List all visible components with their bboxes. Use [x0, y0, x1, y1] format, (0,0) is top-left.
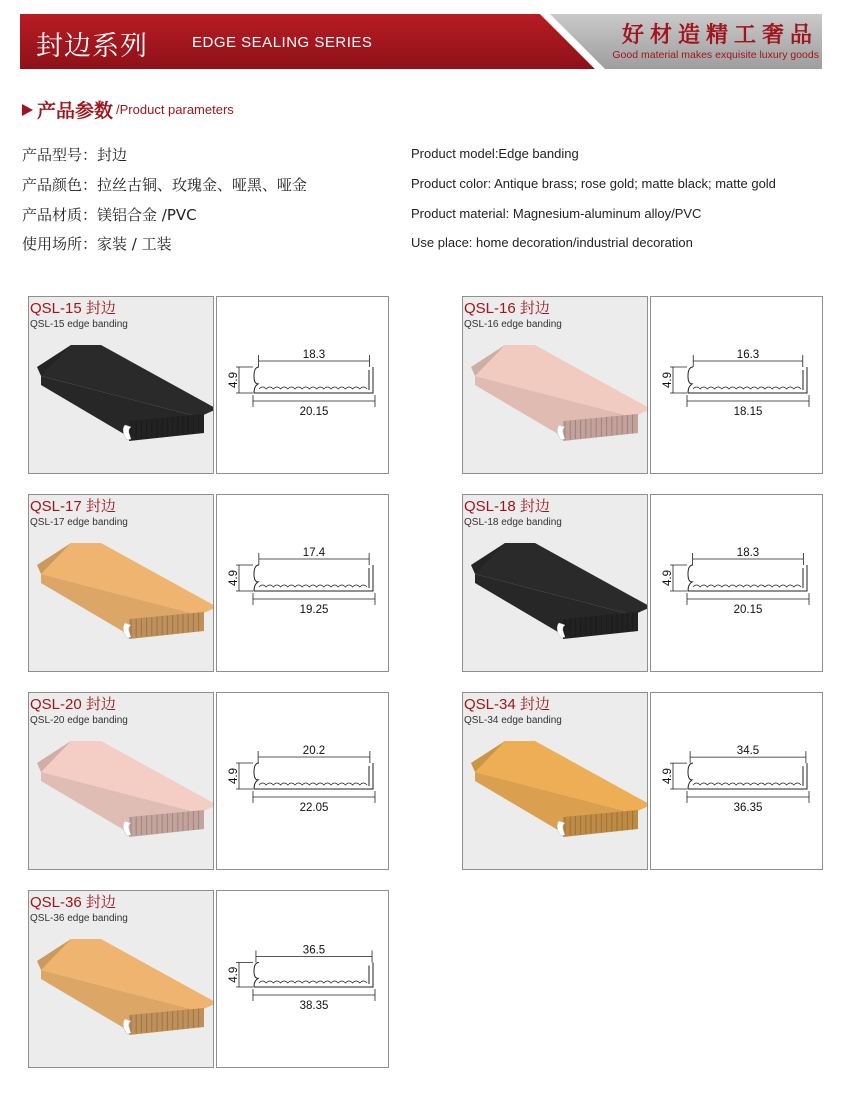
product-subtitle: QSL-20 edge banding [30, 715, 128, 726]
outer-width-label: 19.25 [299, 604, 329, 616]
slogan: 好材造精工奢品 [621, 23, 818, 48]
channel-grooves [259, 585, 367, 587]
product-code: QSL-16 封边 [464, 300, 550, 317]
channel-profile [254, 367, 373, 393]
channel-grooves [259, 783, 367, 785]
channel-grooves [259, 981, 367, 983]
product-code: QSL-18 封边 [464, 498, 550, 515]
inner-width-label: 34.5 [736, 745, 760, 758]
slogan-en: Good material makes exquisite luxury goods [612, 49, 819, 61]
height-label: 4.9 [662, 768, 674, 785]
height-label: 4.9 [662, 372, 674, 388]
param-model-en: Product model:Edge banding [411, 146, 579, 161]
profile-diagram [651, 693, 822, 869]
channel-profile [688, 763, 807, 789]
product-card [28, 296, 389, 474]
product-subtitle: QSL-18 edge banding [464, 517, 562, 528]
channel-profile [254, 763, 373, 789]
section-title-cn: 产品参数 [37, 100, 114, 122]
product-code: QSL-36 封边 [30, 894, 116, 911]
profile-drawing [216, 494, 389, 672]
height-label: 4.9 [228, 768, 240, 784]
product-photo [462, 692, 648, 870]
profile-diagram [651, 495, 822, 671]
product-card [462, 494, 823, 672]
header-banner [20, 14, 822, 69]
channel-profile [254, 962, 373, 987]
profile-diagram [217, 693, 388, 869]
profile-diagram [651, 297, 822, 473]
product-card [28, 494, 389, 672]
product-subtitle: QSL-36 edge banding [30, 913, 128, 924]
param-color-cn: 产品颜色：拉丝古铜、玫瑰金、哑黑、哑金 [22, 176, 308, 194]
product-code: QSL-17 封边 [30, 498, 116, 515]
profile-diagram [217, 891, 388, 1067]
channel-grooves [693, 585, 801, 587]
height-label: 4.9 [228, 372, 240, 388]
param-material-en: Product material: Magnesium-aluminum alloy/PVC [411, 206, 702, 221]
page-subtitle: EDGE SEALING SERIES [192, 34, 373, 51]
profile-drawing [650, 692, 823, 870]
param-place-en: Use place: home decoration/industrial decoration [411, 235, 693, 250]
product-photo [28, 494, 214, 672]
section-title-en: /Product parameters [116, 102, 234, 117]
profile-diagram [217, 297, 388, 473]
height-label: 4.9 [228, 570, 240, 586]
inner-width-label: 16.3 [736, 349, 760, 361]
product-code: QSL-15 封边 [30, 300, 116, 317]
outer-width-label: 20.15 [733, 604, 763, 616]
height-label: 4.9 [662, 570, 674, 586]
product-code: QSL-20 封边 [30, 696, 116, 713]
product-subtitle: QSL-15 edge banding [30, 319, 128, 330]
product-photo [462, 296, 648, 474]
outer-width-label: 22.05 [299, 802, 329, 814]
section-heading [22, 96, 234, 120]
height-label: 4.9 [228, 966, 240, 983]
inner-width-label: 36.5 [302, 944, 326, 957]
profile-drawing [216, 890, 389, 1068]
profile-diagram [217, 495, 388, 671]
product-photo [28, 296, 214, 474]
param-model-cn: 产品型号：封边 [22, 146, 128, 164]
page-title: 封边系列 [36, 31, 148, 62]
profile-drawing [216, 692, 389, 870]
channel-grooves [259, 387, 367, 389]
product-card [28, 890, 389, 1068]
channel-profile [688, 565, 807, 591]
outer-width-label: 38.35 [299, 1000, 329, 1012]
inner-width-label: 17.4 [302, 547, 326, 559]
channel-grooves [693, 387, 801, 389]
param-place-cn: 使用场所：家装 / 工装 [22, 235, 172, 253]
outer-width-label: 20.15 [299, 406, 329, 418]
channel-grooves [693, 783, 801, 785]
product-card [28, 692, 389, 870]
product-card [462, 296, 823, 474]
profile-drawing [650, 296, 823, 474]
product-photo [28, 692, 214, 870]
profile-drawing [216, 296, 389, 474]
product-code: QSL-34 封边 [464, 696, 550, 713]
inner-width-label: 18.3 [736, 547, 760, 559]
product-subtitle: QSL-34 edge banding [464, 715, 562, 726]
profile-drawing [650, 494, 823, 672]
product-subtitle: QSL-17 edge banding [30, 517, 128, 528]
inner-width-label: 20.2 [302, 745, 326, 757]
product-photo [28, 890, 214, 1068]
inner-width-label: 18.3 [302, 349, 326, 361]
channel-profile [254, 565, 373, 591]
param-color-en: Product color: Antique brass; rose gold; matte black; matte gold [411, 176, 776, 191]
product-subtitle: QSL-16 edge banding [464, 319, 562, 330]
channel-profile [688, 367, 807, 393]
outer-width-label: 18.15 [733, 406, 763, 418]
triangle-bullet-icon [22, 104, 33, 116]
param-material-cn: 产品材质：镁铝合金 /PVC [22, 206, 197, 224]
outer-width-label: 36.35 [733, 802, 763, 814]
product-photo [462, 494, 648, 672]
product-card [462, 692, 823, 870]
